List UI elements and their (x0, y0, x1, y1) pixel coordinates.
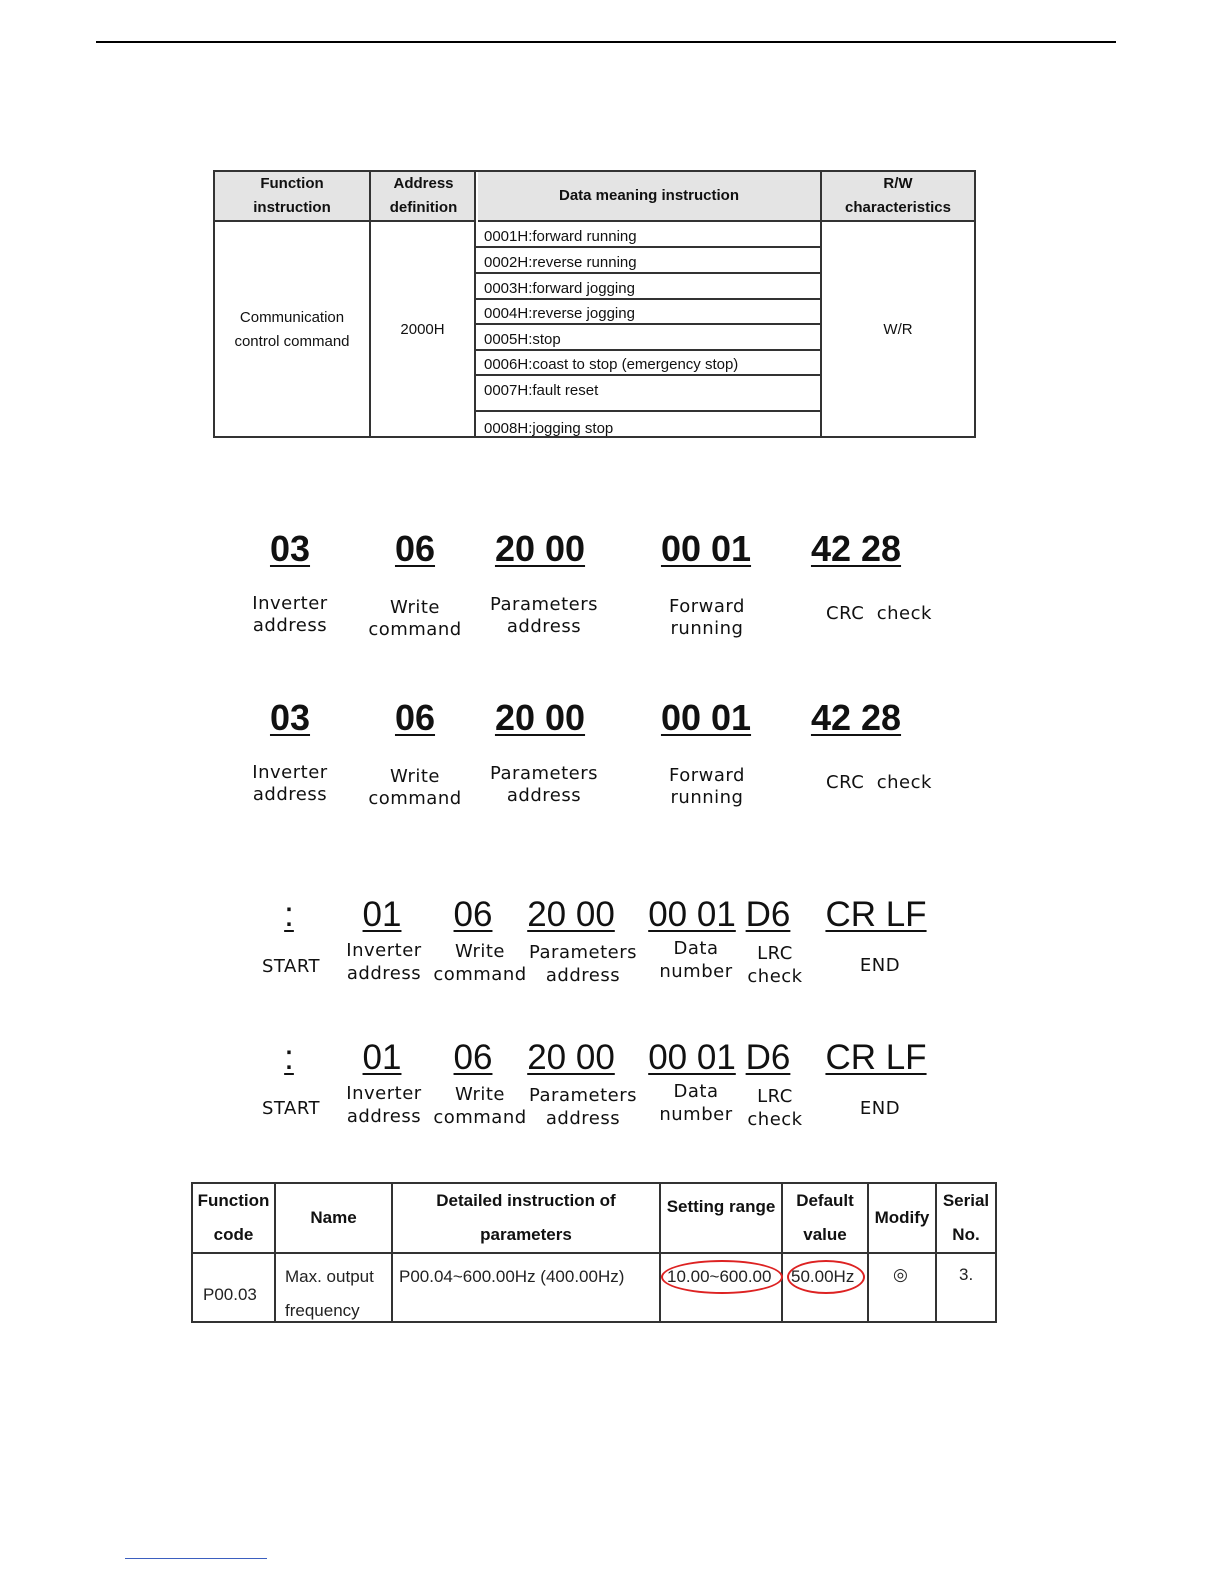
data-row: 0008H:jogging stop (484, 420, 614, 437)
address-value: 2000H (400, 321, 445, 338)
frame-label: Parameters address (528, 1085, 638, 1129)
header-rw-characteristics: R/W characteristics (822, 172, 974, 222)
header-modify: Modify (874, 1208, 930, 1227)
frame-label: Inverter address (346, 940, 422, 984)
frame-label: END (859, 955, 901, 976)
default-value: 50.00Hz (791, 1267, 855, 1286)
frame-label: START (261, 1098, 321, 1119)
frame-label: Parameters address (528, 942, 638, 986)
frame-code: 06 (394, 528, 436, 569)
highlight-oval (661, 1260, 783, 1294)
header-data-meaning: Data meaning instruction (478, 172, 820, 222)
frame-label: Parameters address (489, 594, 599, 637)
frame-code: 03 (269, 697, 311, 738)
frame-code: D6 (745, 1038, 791, 1077)
frame-label: START (261, 956, 321, 977)
detailed-instruction-value: P00.04~600.00Hz (400.00Hz) (399, 1267, 625, 1286)
footer-link-line (125, 1558, 267, 1559)
data-row: 0004H:reverse jogging (484, 305, 635, 322)
frame-code: 00 01 (660, 528, 752, 569)
data-row: 0006H:coast to stop (emergency stop) (484, 356, 739, 373)
rw-value: W/R (883, 321, 913, 338)
function-code-value: P00.03 (203, 1285, 257, 1304)
frame-label: CRC check (826, 603, 932, 624)
header-serial-no: Serial No. (942, 1191, 990, 1244)
frame-code: 20 00 (494, 528, 586, 569)
function-instruction-value: Communication control command (234, 309, 350, 350)
frame-code: 20 00 (527, 1038, 615, 1077)
frame-label: Inverter address (252, 762, 328, 805)
frame-label: Parameters address (489, 763, 599, 806)
frame-label: Write command (368, 766, 462, 809)
header-function-code: Function code (197, 1191, 270, 1244)
frame-code: 01 (362, 1038, 402, 1077)
frame-code: 42 28 (810, 528, 902, 569)
frame-code: 00 01 (648, 1038, 736, 1077)
header-name: Name (310, 1208, 357, 1227)
data-row: 0003H:forward jogging (484, 280, 635, 297)
data-row: 0005H:stop (484, 331, 561, 348)
frame-label: Write command (433, 1084, 527, 1128)
frame-label: Forward running (669, 596, 745, 639)
header-setting-range: Setting range (666, 1197, 776, 1216)
header-rule (96, 41, 1116, 43)
frame-code: : (284, 895, 294, 934)
frame-code: 00 01 (648, 895, 736, 934)
frame-label: Write command (433, 941, 527, 985)
modify-symbol: ◎ (893, 1265, 908, 1284)
frame-label: LRC check (747, 943, 803, 987)
communication-command-table (213, 170, 976, 438)
header-function-instruction: Function instruction (215, 172, 369, 222)
frame-code: 03 (269, 528, 311, 569)
frame-code: 06 (394, 697, 436, 738)
frame-code: 01 (362, 895, 402, 934)
name-value: Max. output frequency (285, 1267, 374, 1320)
data-row: 0002H:reverse running (484, 254, 637, 271)
frame-code: : (284, 1038, 294, 1077)
frame-label: Forward running (669, 765, 745, 808)
frame-code: 20 00 (527, 895, 615, 934)
frame-label: END (859, 1098, 901, 1119)
frame-code: D6 (745, 895, 791, 934)
frame-label: CRC check (826, 772, 932, 793)
frame-code: 00 01 (660, 697, 752, 738)
frame-code: 20 00 (494, 697, 586, 738)
frame-label: Data number (659, 938, 733, 982)
serial-number-value: 3. (959, 1265, 974, 1284)
frame-label: Data number (659, 1081, 733, 1125)
frame-label: LRC check (747, 1086, 803, 1130)
data-row: 0001H:forward running (484, 228, 637, 245)
header-default-value: Default value (796, 1191, 854, 1244)
frame-code: 06 (453, 1038, 493, 1077)
highlight-oval (787, 1260, 865, 1294)
data-row: 0007H:fault reset (484, 382, 599, 399)
frame-code: CR LF (825, 1038, 927, 1077)
header-detailed-instruction: Detailed instruction of parameters (436, 1191, 616, 1244)
frame-label: Inverter address (346, 1083, 422, 1127)
frame-code: CR LF (825, 895, 927, 934)
parameter-table (191, 1182, 997, 1323)
setting-range-value: 10.00~600.00 (667, 1267, 772, 1286)
frame-code: 06 (453, 895, 493, 934)
frame-code: 42 28 (810, 697, 902, 738)
frame-label: Write command (368, 597, 462, 640)
header-address-definition: Address definition (371, 172, 476, 222)
frame-label: Inverter address (252, 593, 328, 636)
